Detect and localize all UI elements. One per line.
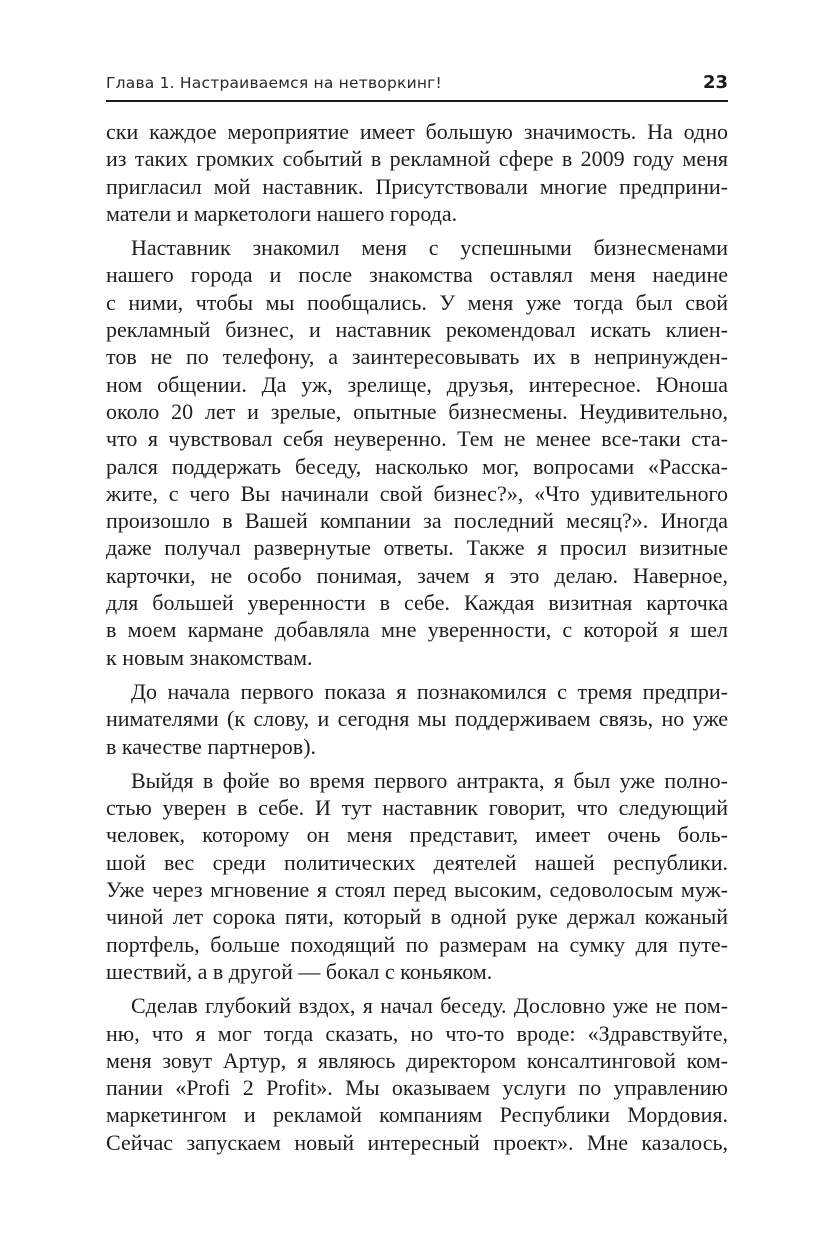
text-line: меня зовут Артур, я являюсь директором консалтинговой ком- <box>106 1047 728 1073</box>
text-line: человек, которому он меня представит, имеет очень боль- <box>106 822 728 848</box>
text-line: в качестве партнеров). <box>106 733 317 759</box>
text-line: жите, с чего Вы начинали свой бизнес?», «Что удивительного <box>106 480 728 506</box>
paragraph-1 <box>106 118 728 227</box>
running-title: Глава 1. Настраиваемся на нетворкинг! <box>106 74 442 92</box>
text-line: карточки, не особо понимая, зачем я это делаю. Наверное, <box>106 562 728 588</box>
text-line: нимателями (к слову, и сегодня мы поддерживаем связь, но уже <box>106 706 728 732</box>
text-line: шествий, а в другой — бокал с коньяком. <box>106 958 493 984</box>
text-line: Уже через мгновение я стоял перед высоким, седоволосым муж- <box>106 877 728 903</box>
text-line: маркетингом и рекламой компаниям Республики Мордовия. <box>106 1102 728 1128</box>
text-body <box>106 118 728 1163</box>
text-line: матели и маркетологи нашего города. <box>106 200 458 226</box>
text-line: произошло в Вашей компании за последний месяц?». Иногда <box>106 508 728 534</box>
text-line: пании «Profi 2 Profit». Мы оказываем услуги по управлению <box>106 1075 728 1101</box>
text-line: чиной лет сорока пяти, который в одной руке держал кожаный <box>106 904 728 930</box>
text-line: стью уверен в себе. И тут наставник говорит, что следующий <box>106 795 728 821</box>
text-line: ном общении. Да уж, зрелище, друзья, интересное. Юноша <box>106 371 728 397</box>
paragraph-2 <box>106 234 728 671</box>
text-line: даже получал развернутые ответы. Также я просил визитные <box>106 535 728 561</box>
text-line: пригласил мой наставник. Присутствовали многие предприни- <box>106 173 728 199</box>
text-line: к новым знакомствам. <box>106 644 313 670</box>
text-line: из таких громких событий в рекламной сфере в 2009 году меня <box>106 146 728 172</box>
text-line: ню, что я мог тогда сказать, но что-то вроде: «Здравствуйте, <box>106 1020 728 1046</box>
text-line: рался поддержать беседу, насколько мог, вопросами «Расска- <box>106 453 728 479</box>
paragraph-4 <box>106 767 728 985</box>
text-line: портфель, больше походящий по размерам на сумку для путе- <box>106 931 728 957</box>
text-line: что я чувствовал себя неуверенно. Тем не менее все-таки ста- <box>106 426 728 452</box>
text-line: для большей уверенности в себе. Каждая визитная карточка <box>106 590 728 616</box>
paragraph-5 <box>106 992 728 1156</box>
text-line: шой вес среди политических деятелей нашей республики. <box>106 849 728 875</box>
text-line: рекламный бизнес, и наставник рекомендовал искать клиен- <box>106 317 728 343</box>
text-line: в моем кармане добавляла мне уверенности, с которой я шел <box>106 617 728 643</box>
text-line: Сделав глубокий вздох, я начал беседу. Дословно уже не пом- <box>131 993 728 1019</box>
text-line: До начала первого показа я познакомился с тремя предпри- <box>131 678 728 704</box>
page-number: 23 <box>702 72 728 93</box>
text-line: около 20 лет и зрелые, опытные бизнесмены. Неудивительно, <box>106 398 728 424</box>
running-header <box>106 72 728 102</box>
text-line: с ними, чтобы мы пообщались. У меня уже тогда был свой <box>106 289 728 315</box>
text-line: Наставник знакомил меня с успешными бизнесменами <box>131 235 728 261</box>
text-line: тов не по телефону, а заинтересовывать их в непринужден- <box>106 344 728 370</box>
text-line: ски каждое мероприятие имеет большую значимость. На одно <box>106 119 728 144</box>
paragraph-3 <box>106 678 728 760</box>
text-line: Сейчас запускаем новый интересный проект». Мне казалось, <box>106 1129 728 1155</box>
text-line: нашего города и после знакомства оставлял меня наедине <box>106 262 728 288</box>
text-line: Выйдя в фойе во время первого антракта, я был уже полно- <box>131 767 728 793</box>
